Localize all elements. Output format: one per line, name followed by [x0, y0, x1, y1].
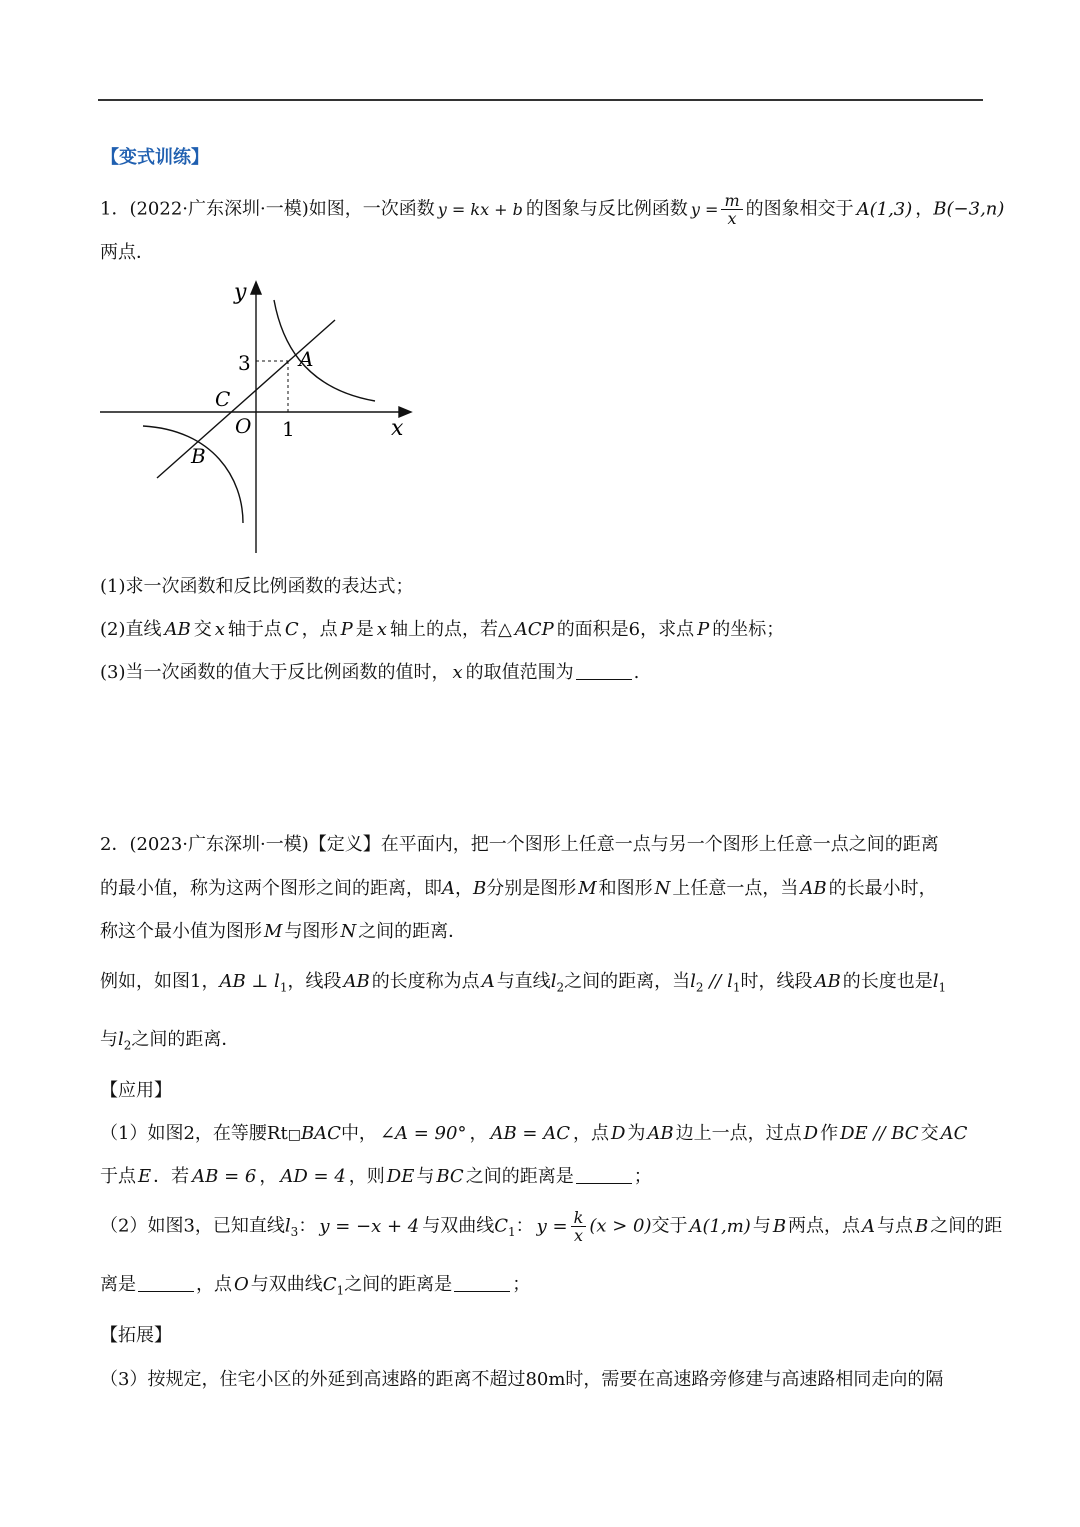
q2-line5: 与$l_2$之间的距离． [100, 1029, 240, 1053]
label-C: C [215, 387, 231, 411]
answer-blank [138, 1275, 194, 1292]
q2-apply1-line1: （1）如图2，在等腰Rt□BAC中， ∠A = 90° ， AB = AC ，点 D 为 AB 边上一点，过点 D 作 DE // BC 交 AC [100, 1123, 968, 1144]
hyperbola-branch-2 [143, 426, 243, 523]
q1-part3: (3)当一次函数的值大于反比例函数的值时， x 的取值范围为 . [100, 662, 640, 683]
label-1: 1 [282, 417, 295, 441]
answer-blank [576, 663, 632, 680]
section-header: 【变式训练】 [101, 147, 209, 168]
q1-part2: (2)直线 AB 交 x 轴于点 C ，点 P 是 x 轴上的点，若△ ACP 的面积是6，求点 P 的坐标； [100, 619, 785, 640]
label-y: y [234, 280, 247, 305]
hyperbola-branch-1 [274, 300, 375, 401]
q2-line2: 的最小值，称为这两个图形之间的距离，即A，B分别是图形 M 和图形 N 上任意一点，当 AB 的长最小时， [100, 878, 937, 899]
label-A: A [299, 347, 314, 371]
fraction-m-over-x: $\frac{m}{x}$ [721, 192, 742, 227]
answer-blank [454, 1275, 510, 1292]
q2-line4: 例如，如图1，AB ⊥ $l_1$，线段 AB 的长度称为点 A 与直线$l_2$之间的距离，当$l_2 // l_1$时，线段 AB 的长度也是$l_1$ [100, 971, 947, 995]
apply-header: 【应用】 [100, 1080, 172, 1101]
q2-line3: 称这个最小值为图形 M 与图形 N 之间的距离． [100, 921, 467, 942]
y-axis-arrow [251, 282, 261, 294]
answer-blank [576, 1167, 632, 1184]
fraction-k-over-x: $\frac{k}{x}$ [571, 1209, 587, 1244]
q1-part1: (1)求一次函数和反比例函数的表达式； [100, 576, 414, 597]
label-B: B [191, 444, 206, 468]
q2-apply2-line1: （2）如图3，已知直线$l_3$： y = −x + 4 与双曲线$C_1$： y = $\frac{k}{x}$ (x > 0)交于 A(1,m) 与 B 两点，点 A 与点 B 之间的距 [100, 1208, 1003, 1245]
linear-function-line [157, 320, 335, 478]
label-O: O [235, 414, 252, 438]
q2-extend-line1: （3）按规定，住宅小区的外延到高速路的距离不超过80m时，需要在高速路旁修建与高速路相同走向的隔 [100, 1369, 944, 1390]
q2-line1: 2．(2023·广东深圳·一模)【定义】在平面内，把一个图形上任意一点与另一个图形上任意一点之间的距离 [100, 834, 939, 855]
q2-apply1-line2: 于点 E ．若 AB = 6 ， AD = 4 ，则 DE 与 BC 之间的距离是 ； [100, 1166, 652, 1187]
function-graph [95, 278, 425, 560]
extend-header: 【拓展】 [100, 1325, 172, 1346]
q1-line1: 1．(2022·广东深圳·一模)如图，一次函数 y = kx + b 的图象与反比例函数 y = $\frac{m}{x}$ 的图象相交于 A(1,3) ，B(−3,n) [100, 191, 1005, 228]
q2-apply2-line2: 离是 ，点 O 与双曲线$C_1$之间的距离是 ； [100, 1274, 531, 1298]
label-x: x [391, 416, 404, 441]
label-3: 3 [238, 351, 251, 375]
q1-line2: 两点． [100, 242, 154, 263]
header-rule [98, 99, 983, 101]
